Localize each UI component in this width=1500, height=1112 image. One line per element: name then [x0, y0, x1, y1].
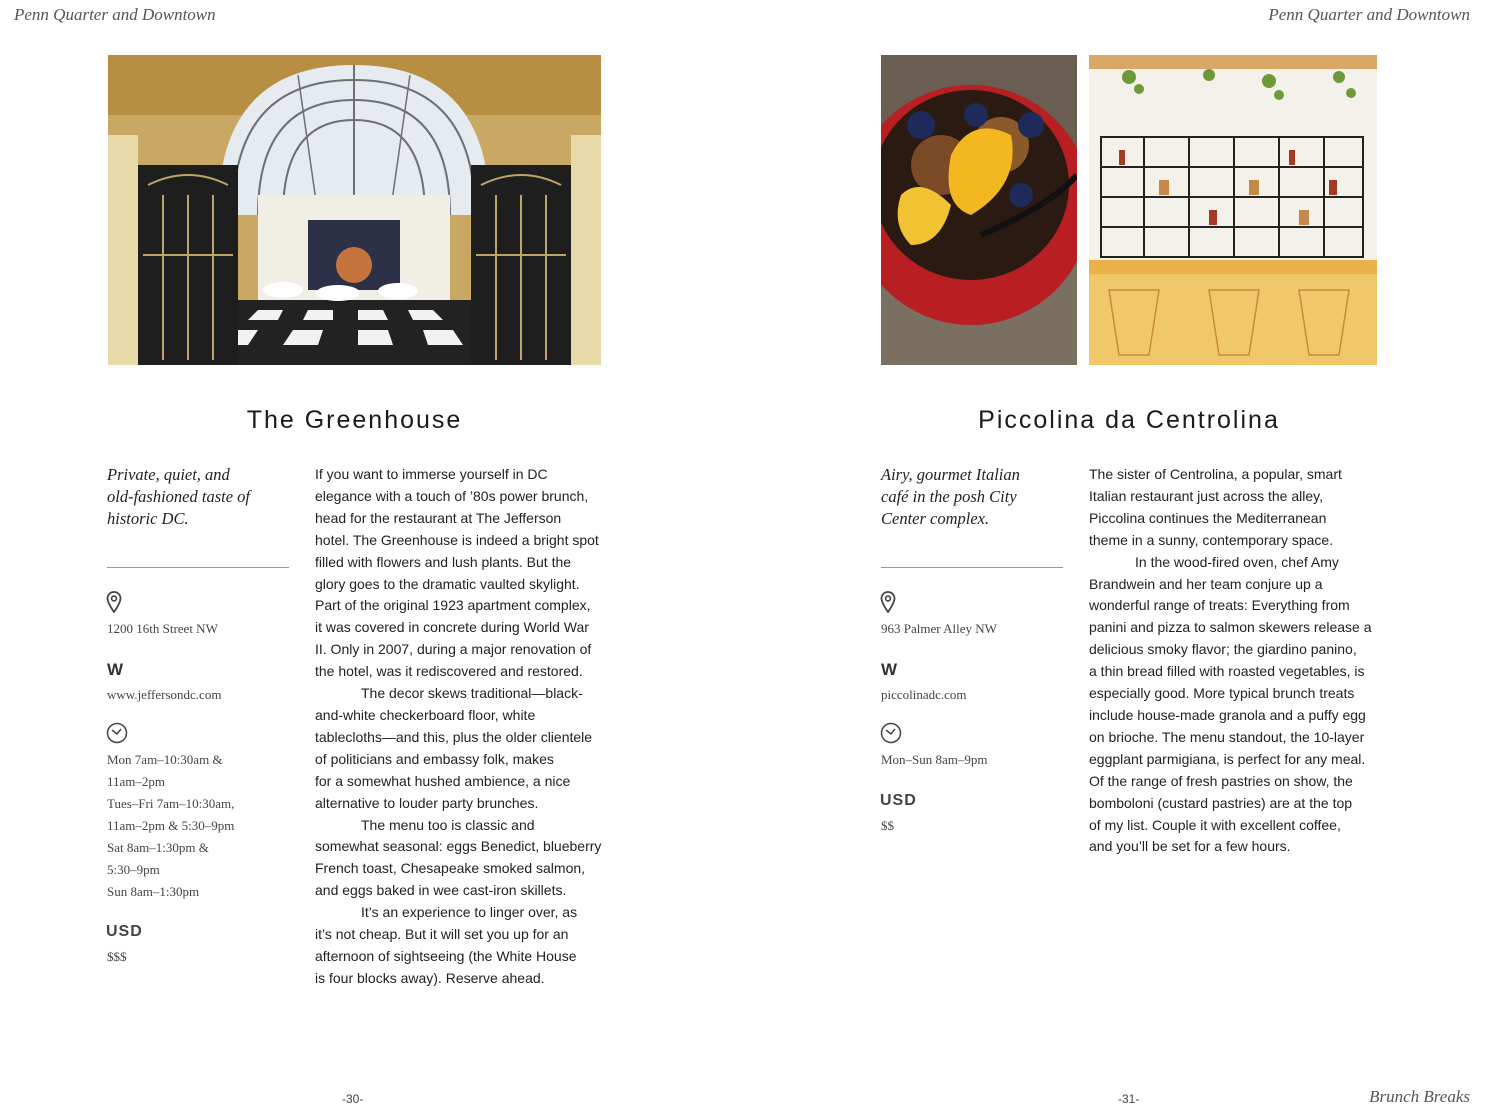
sidebar-divider — [107, 567, 289, 568]
hours-line: Mon 7am–10:30am & — [107, 752, 223, 767]
page-number-left: -30- — [342, 1092, 364, 1106]
hours-line: 5:30–9pm — [107, 862, 160, 877]
running-footer-right: Brunch Breaks — [1369, 1087, 1470, 1106]
tagline-greenhouse — [107, 464, 297, 530]
clock-icon — [106, 722, 128, 744]
sidebar-divider — [881, 567, 1063, 568]
tagline-line: historic DC. — [107, 509, 189, 528]
price-piccolina: $$ — [881, 818, 894, 833]
hours-line: 11am–2pm — [107, 774, 166, 789]
address-greenhouse: 1200 16th Street NW — [107, 621, 218, 636]
clock-icon — [880, 722, 902, 744]
hours-list-piccolina — [881, 749, 988, 771]
paragraph: The decor skews traditional—black- and-white checkerboard floor, white tablecloths—and this, plus the older clientele of politicians and embassy folk, makes for a somewhat hushed ambience, a nice alternative to louder party brunches. — [315, 685, 593, 811]
hours-line: 11am–2pm & 5:30–9pm — [107, 818, 235, 833]
greenhouse-photo — [108, 55, 601, 365]
hours-list-greenhouse — [107, 749, 234, 903]
granola-photo — [881, 55, 1077, 365]
hours-line: Sat 8am–1:30pm & — [107, 840, 209, 855]
tagline-piccolina — [881, 464, 1071, 530]
running-head-left: Penn Quarter and Downtown — [14, 5, 216, 24]
website-piccolina[interactable]: piccolinadc.com — [881, 687, 967, 702]
paragraph: The sister of Centrolina, a popular, smart Italian restaurant just across the alley, Piccolina continues the Mediterranean theme in a sunny, contemporary space. — [1089, 466, 1342, 548]
map-pin-icon — [106, 591, 122, 613]
paragraph: If you want to immerse yourself in DC elegance with a touch of ’80s power brunch, head for the restaurant at The Jefferson hotel. The Greenhouse is indeed a bright spot filled with flowers and lush plants. But the glory goes to the dramatic vaulted skylight. Part of the original 1923 apartment complex, it was covered in concrete during World War II. Only in 2007, during a major renovation of the hotel, was it rediscovered and restored. — [315, 466, 599, 680]
paragraph: In the wood-fired oven, chef Amy Brandwein and her team conjure up a wonderful range of treats: Everything from panini and pizza to salmon skewers release a delicious smoky flavor; the giardino panino, a thin bread filled with roasted vegetables, is especially good. More typical brunch treats include house-made granola and a puffy egg on brioche. The menu standout, the 10-layer eggplant parmigiana, is perfect for any meal. Of the range of fresh pastries on show, the bomboloni (custard pastries) are at the top of my list. Couple it with excellent coffee, and you’ll be set for a few hours. — [1089, 553, 1372, 855]
tagline-line: Center complex. — [881, 509, 990, 528]
tagline-line: Airy, gourmet Italian — [881, 465, 1020, 484]
venue-title-greenhouse: The Greenhouse — [246, 406, 463, 434]
paragraph: The menu too is classic and somewhat seasonal: eggs Benedict, blueberry French toast, Chesapeake smoked salmon, and eggs baked in wee cast-iron skillets. — [315, 816, 602, 899]
web-label: W — [881, 660, 898, 679]
price-label: USD — [880, 792, 917, 809]
website-greenhouse[interactable]: www.jeffersondc.com — [107, 687, 222, 702]
page-number-right: -31- — [1118, 1092, 1140, 1106]
hours-line: Sun 8am–1:30pm — [107, 884, 200, 899]
running-head-right: Penn Quarter and Downtown — [1268, 5, 1470, 24]
hours-line: Tues–Fri 7am–10:30am, — [107, 796, 235, 811]
tagline-line: Private, quiet, and — [107, 465, 230, 484]
venue-title-piccolina: Piccolina da Centrolina — [978, 406, 1280, 434]
hours-line: Mon–Sun 8am–9pm — [881, 752, 988, 767]
tagline-line: café in the posh City — [881, 487, 1017, 506]
cafe-interior-photo — [1089, 55, 1377, 365]
price-greenhouse: $$$ — [107, 949, 127, 964]
body-text-piccolina — [1089, 464, 1389, 858]
web-label: W — [107, 660, 124, 679]
paragraph: It’s an experience to linger over, as it’s not cheap. But it will set you up for an afternoon of sightseeing (the White House is four blocks away). Reserve ahead. — [315, 904, 578, 986]
price-label: USD — [106, 923, 143, 940]
body-text-greenhouse — [315, 464, 615, 990]
address-piccolina: 963 Palmer Alley NW — [881, 621, 997, 636]
map-pin-icon — [880, 591, 896, 613]
tagline-line: old-fashioned taste of — [107, 487, 250, 506]
